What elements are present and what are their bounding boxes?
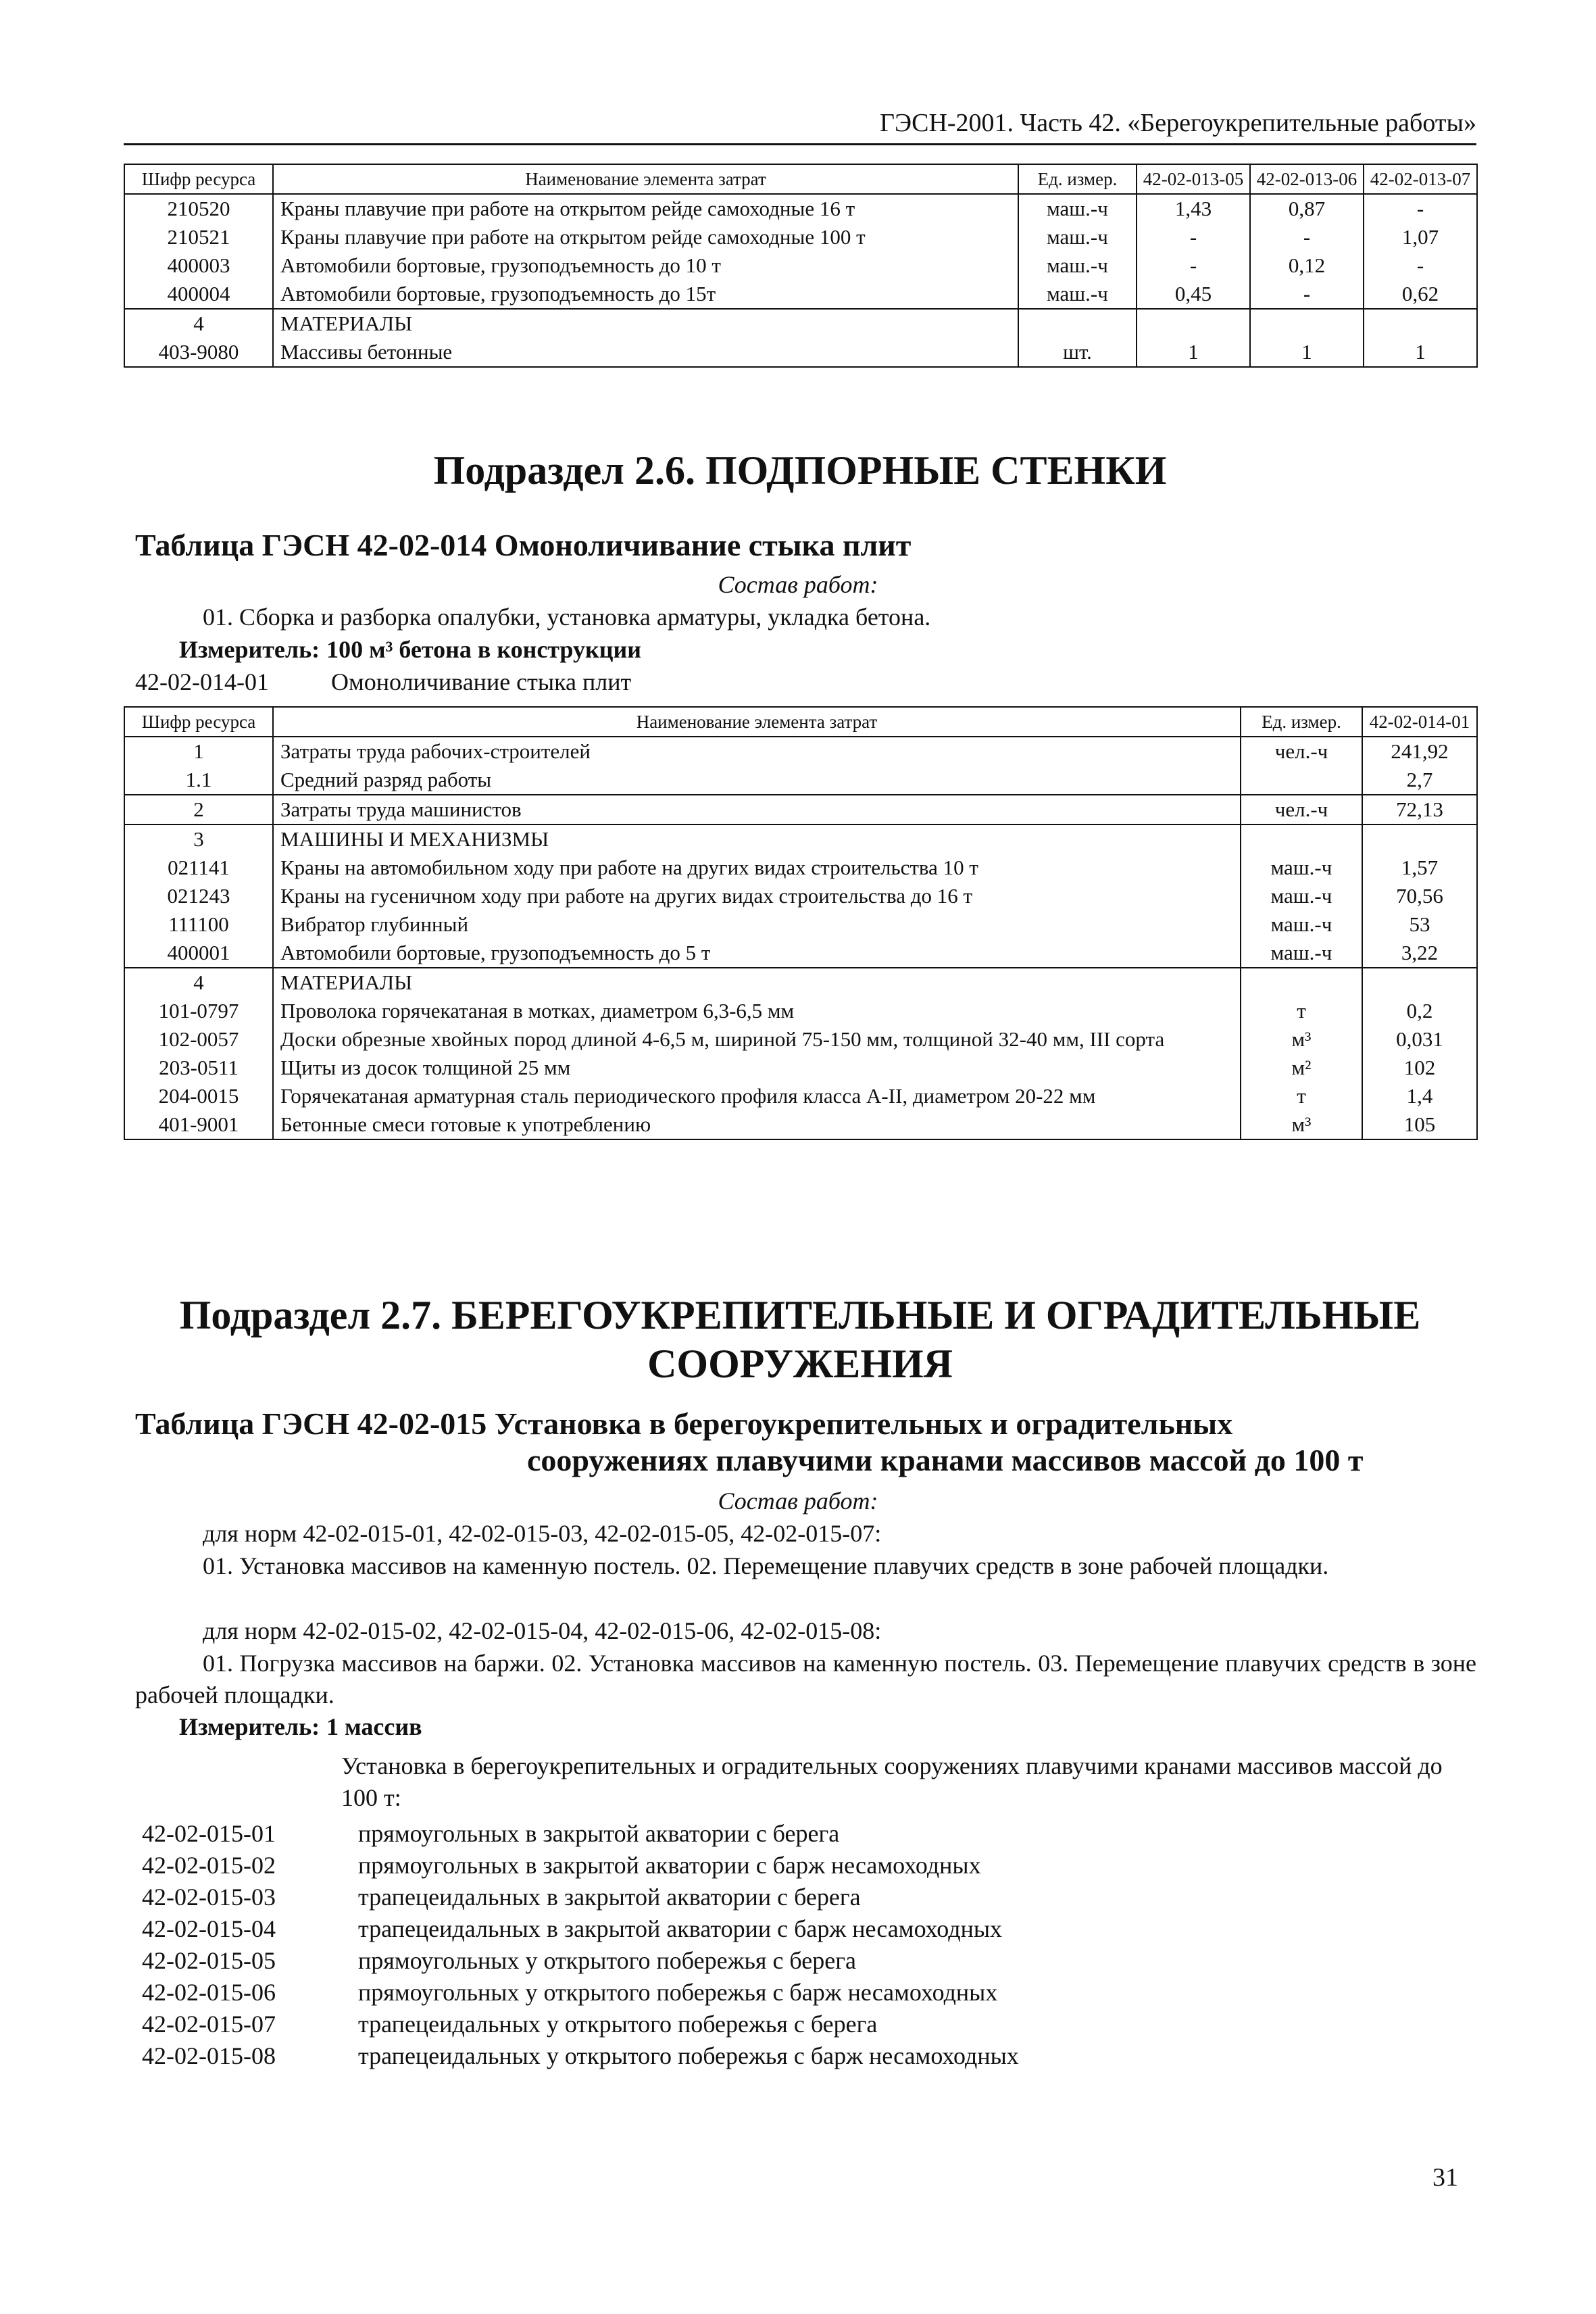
table-title: Таблица ГЭСН 42-02-014 Омоноличивание стыка плит — [135, 528, 912, 562]
table-header-row — [124, 164, 1477, 194]
work-composition: 01. Сборка и разборка опалубки, установка арматуры, укладка бетона. — [203, 604, 931, 631]
norm-desc: прямоугольных у открытого побережья с барж несамоходных — [358, 1979, 998, 2006]
resource-unit: маш.-ч — [1018, 280, 1137, 309]
resource-unit: маш.-ч — [1018, 251, 1137, 280]
norm-value: - — [1137, 251, 1250, 280]
resource-code: 210521 — [124, 223, 273, 251]
resource-unit: маш.-ч — [1241, 939, 1362, 968]
resource-unit: т — [1241, 1082, 1362, 1110]
norm-value: 53 — [1362, 910, 1477, 939]
resource-code: 102-0057 — [124, 1025, 273, 1054]
norm-value: 70,56 — [1362, 882, 1477, 910]
norm-value: 241,92 — [1362, 737, 1477, 766]
norm-value: 0,031 — [1362, 1025, 1477, 1054]
col-header-unit: Ед. измер. — [1241, 707, 1362, 737]
norm-desc: трапецеидальных в закрытой акватории с барж несамоходных — [358, 1915, 1003, 1942]
norm-value: 1 — [1364, 338, 1477, 367]
table-row — [124, 910, 1477, 939]
norm-code: 42-02-015-03 — [142, 1884, 276, 1911]
norm-value: 1,07 — [1364, 223, 1477, 251]
norm-value: 1 — [1250, 338, 1364, 367]
section-name: МАШИНЫ И МЕХАНИЗМЫ — [273, 824, 1241, 854]
section-code: 4 — [124, 968, 273, 997]
table-row — [124, 338, 1477, 367]
section-name: МАТЕРИАЛЫ — [273, 309, 1018, 338]
norm-value: 2,7 — [1362, 766, 1477, 795]
norm-value: - — [1137, 223, 1250, 251]
table-row — [124, 280, 1477, 309]
norm-desc: прямоугольных в закрытой акватории с берега — [358, 1820, 840, 1847]
norm-code: 42-02-014-01 — [135, 668, 269, 695]
resource-name: Краны на гусеничном ходу при работе на других видах строительства до 16 т — [273, 882, 1241, 910]
measure-label: Измеритель: — [179, 636, 320, 663]
norm-value: 1,4 — [1362, 1082, 1477, 1110]
measure-value: 1 массив — [326, 1713, 422, 1740]
norm-code: 42-02-015-07 — [142, 2011, 276, 2038]
resource-code: 400003 — [124, 251, 273, 280]
resource-name: Автомобили бортовые, грузоподъемность до 15т — [273, 280, 1018, 309]
resource-unit: чел.-ч — [1241, 737, 1362, 766]
norm-value: 0,2 — [1362, 997, 1477, 1025]
norm-value: - — [1364, 194, 1477, 223]
resource-unit: маш.-ч — [1018, 194, 1137, 223]
norm-desc: прямоугольных в закрытой акватории с барж несамоходных — [358, 1852, 981, 1879]
col-header-code: Шифр ресурса — [124, 164, 273, 194]
subsection-title: Подраздел 2.6. ПОДПОРНЫЕ СТЕНКИ — [433, 448, 1167, 493]
table-row — [124, 795, 1477, 824]
norm-desc: трапецеидальных в закрытой акватории с берега — [358, 1884, 861, 1911]
list-item — [142, 1850, 1019, 1881]
list-item — [142, 1913, 1019, 1945]
resource-code: 203-0511 — [124, 1054, 273, 1082]
resource-code: 401-9001 — [124, 1110, 273, 1139]
resource-code: 021243 — [124, 882, 273, 910]
resource-unit: маш.-ч — [1241, 882, 1362, 910]
resource-name: Проволока горячекатаная в мотках, диаметром 6,3-6,5 мм — [273, 997, 1241, 1025]
col-header-norm: 42-02-013-05 — [1137, 164, 1250, 194]
resource-unit: маш.-ч — [1241, 854, 1362, 882]
norm-value: 3,22 — [1362, 939, 1477, 968]
table-row — [124, 194, 1477, 223]
resource-table-013 — [124, 164, 1478, 368]
table-row — [124, 1054, 1477, 1082]
col-header-norm: 42-02-013-06 — [1250, 164, 1364, 194]
table-row — [124, 854, 1477, 882]
table-row — [124, 251, 1477, 280]
col-header-norm: 42-02-013-07 — [1364, 164, 1477, 194]
composition-label: Состав работ: — [718, 1487, 878, 1515]
norm-desc: трапецеидальных у открытого побережья с берега — [358, 2011, 878, 2038]
list-item — [142, 1818, 1019, 1850]
resource-name: Автомобили бортовые, грузоподъемность до 10 т — [273, 251, 1018, 280]
composition-label: Состав работ: — [718, 571, 878, 598]
header-rule — [124, 143, 1476, 145]
col-header-code: Шифр ресурса — [124, 707, 273, 737]
norm-value: - — [1250, 280, 1364, 309]
section-code: 4 — [124, 309, 273, 338]
section-row-materials — [124, 968, 1477, 997]
norm-code: 42-02-015-04 — [142, 1915, 276, 1942]
table-row — [124, 1110, 1477, 1139]
resource-unit — [1241, 766, 1362, 795]
resource-code: 204-0015 — [124, 1082, 273, 1110]
list-item — [142, 1945, 1019, 1977]
norm-value: 0,45 — [1137, 280, 1250, 309]
norm-value: 0,87 — [1250, 194, 1364, 223]
norm-value: 0,62 — [1364, 280, 1477, 309]
page-number: 31 — [1432, 2163, 1458, 2192]
norm-value: 105 — [1362, 1110, 1477, 1139]
resource-unit: чел.-ч — [1241, 795, 1362, 824]
list-item — [142, 2040, 1019, 2072]
resource-code: 101-0797 — [124, 997, 273, 1025]
section-code: 3 — [124, 824, 273, 854]
running-header: ГЭСН-2001. Часть 42. «Берегоукрепительные работы» — [880, 109, 1476, 137]
norm-line — [135, 666, 631, 698]
norm-value: - — [1250, 223, 1364, 251]
norm-value: - — [1364, 251, 1477, 280]
works-group-a: 01. Установка массивов на каменную постель. 02. Перемещение плавучих средств в зоне рабочей площадки. — [203, 1552, 1329, 1579]
norm-code: 42-02-015-05 — [142, 1947, 276, 1974]
resource-code: 403-9080 — [124, 338, 273, 367]
table-row — [124, 737, 1477, 766]
norm-value: 1,43 — [1137, 194, 1250, 223]
resource-name: Автомобили бортовые, грузоподъемность до 5 т — [273, 939, 1241, 968]
table-row — [124, 1082, 1477, 1110]
resource-unit: маш.-ч — [1241, 910, 1362, 939]
resource-unit: м² — [1241, 1054, 1362, 1082]
works-group-b: 01. Погрузка массивов на баржи. 02. Установка массивов на каменную постель. 03. Перемещение плавучих средств в зоне рабочей площадки. — [135, 1650, 1476, 1708]
norm-code: 42-02-015-08 — [142, 2042, 276, 2069]
resource-code: 400004 — [124, 280, 273, 309]
resource-name: Затраты труда рабочих-строителей — [273, 737, 1241, 766]
resource-name: Средний разряд работы — [273, 766, 1241, 795]
table-row — [124, 766, 1477, 795]
list-item — [142, 2009, 1019, 2040]
norm-list — [142, 1818, 1019, 2072]
norm-value: 0,12 — [1250, 251, 1364, 280]
list-item — [142, 1977, 1019, 2009]
table-title: Таблица ГЭСН 42-02-015 Установка в берегоукрепительных и оградительных — [135, 1406, 1233, 1441]
norm-code: 42-02-015-06 — [142, 1979, 276, 2006]
norm-desc: трапецеидальных у открытого побережья с барж несамоходных — [358, 2042, 1019, 2069]
norm-value: 72,13 — [1362, 795, 1477, 824]
norm-name: Омоноличивание стыка плит — [331, 668, 632, 695]
section-row-machines — [124, 824, 1477, 854]
resource-unit: маш.-ч — [1018, 223, 1137, 251]
resource-name: Вибратор глубинный — [273, 910, 1241, 939]
resource-name: Горячекатаная арматурная сталь периодического профиля класса А-II, диаметром 20-22 мм — [273, 1082, 1241, 1110]
norms-group-b: для норм 42-02-015-02, 42-02-015-04, 42-02-015-06, 42-02-015-08: — [203, 1617, 882, 1644]
resource-code: 210520 — [124, 194, 273, 223]
resource-table-014 — [124, 706, 1478, 1140]
resource-code: 021141 — [124, 854, 273, 882]
resource-name: Доски обрезные хвойных пород длиной 4-6,5 м, шириной 75-150 мм, толщиной 32-40 мм, III сорта — [273, 1025, 1241, 1054]
subsection-title-cont: СООРУЖЕНИЯ — [647, 1341, 953, 1386]
resource-name: Массивы бетонные — [273, 338, 1018, 367]
resource-unit: т — [1241, 997, 1362, 1025]
resource-unit: м³ — [1241, 1025, 1362, 1054]
col-header-norm: 42-02-014-01 — [1362, 707, 1477, 737]
norms-group-a: для норм 42-02-015-01, 42-02-015-03, 42-02-015-05, 42-02-015-07: — [203, 1520, 882, 1547]
resource-name: Затраты труда машинистов — [273, 795, 1241, 824]
table-title-cont: сооружениях плавучими кранами массивов массой до 100 т — [527, 1443, 1364, 1477]
resource-name: Бетонные смеси готовые к употреблению — [273, 1110, 1241, 1139]
resource-code: 2 — [124, 795, 273, 824]
table-row — [124, 1025, 1477, 1054]
norm-code: 42-02-015-01 — [142, 1820, 276, 1847]
table-row — [124, 997, 1477, 1025]
norm-desc: прямоугольных у открытого побережья с берега — [358, 1947, 856, 1974]
resource-unit: м³ — [1241, 1110, 1362, 1139]
measure-line — [179, 1713, 422, 1741]
table-row — [124, 223, 1477, 251]
resource-name: Щиты из досок толщиной 25 мм — [273, 1054, 1241, 1082]
measure-line — [179, 635, 641, 664]
subsection-title: Подраздел 2.7. БЕРЕГОУКРЕПИТЕЛЬНЫЕ И ОГРАДИТЕЛЬНЫЕ — [179, 1293, 1421, 1337]
table-row — [124, 939, 1477, 968]
resource-code: 400001 — [124, 939, 273, 968]
col-header-name: Наименование элемента затрат — [273, 164, 1018, 194]
resource-name: Краны плавучие при работе на открытом рейде самоходные 16 т — [273, 194, 1018, 223]
resource-code: 1.1 — [124, 766, 273, 795]
resource-name: Краны плавучие при работе на открытом рейде самоходные 100 т — [273, 223, 1018, 251]
list-item — [142, 1881, 1019, 1913]
resource-code: 111100 — [124, 910, 273, 939]
resource-code: 1 — [124, 737, 273, 766]
col-header-unit: Ед. измер. — [1018, 164, 1137, 194]
norm-code: 42-02-015-02 — [142, 1852, 276, 1879]
norm-value: 1 — [1137, 338, 1250, 367]
section-row-materials — [124, 309, 1477, 338]
table-header-row — [124, 707, 1477, 737]
resource-unit: шт. — [1018, 338, 1137, 367]
table-row — [124, 882, 1477, 910]
resource-name: Краны на автомобильном ходу при работе на других видах строительства 10 т — [273, 854, 1241, 882]
section-name: МАТЕРИАЛЫ — [273, 968, 1241, 997]
measure-label: Измеритель: — [179, 1713, 320, 1740]
col-header-name: Наименование элемента затрат — [273, 707, 1241, 737]
measure-value: 100 м³ бетона в конструкции — [326, 636, 641, 663]
norms-intro: Установка в берегоукрепительных и оградительных сооружениях плавучими кранами массивов массой до 100 т: — [341, 1752, 1443, 1811]
norm-value: 1,57 — [1362, 854, 1477, 882]
norm-value: 102 — [1362, 1054, 1477, 1082]
